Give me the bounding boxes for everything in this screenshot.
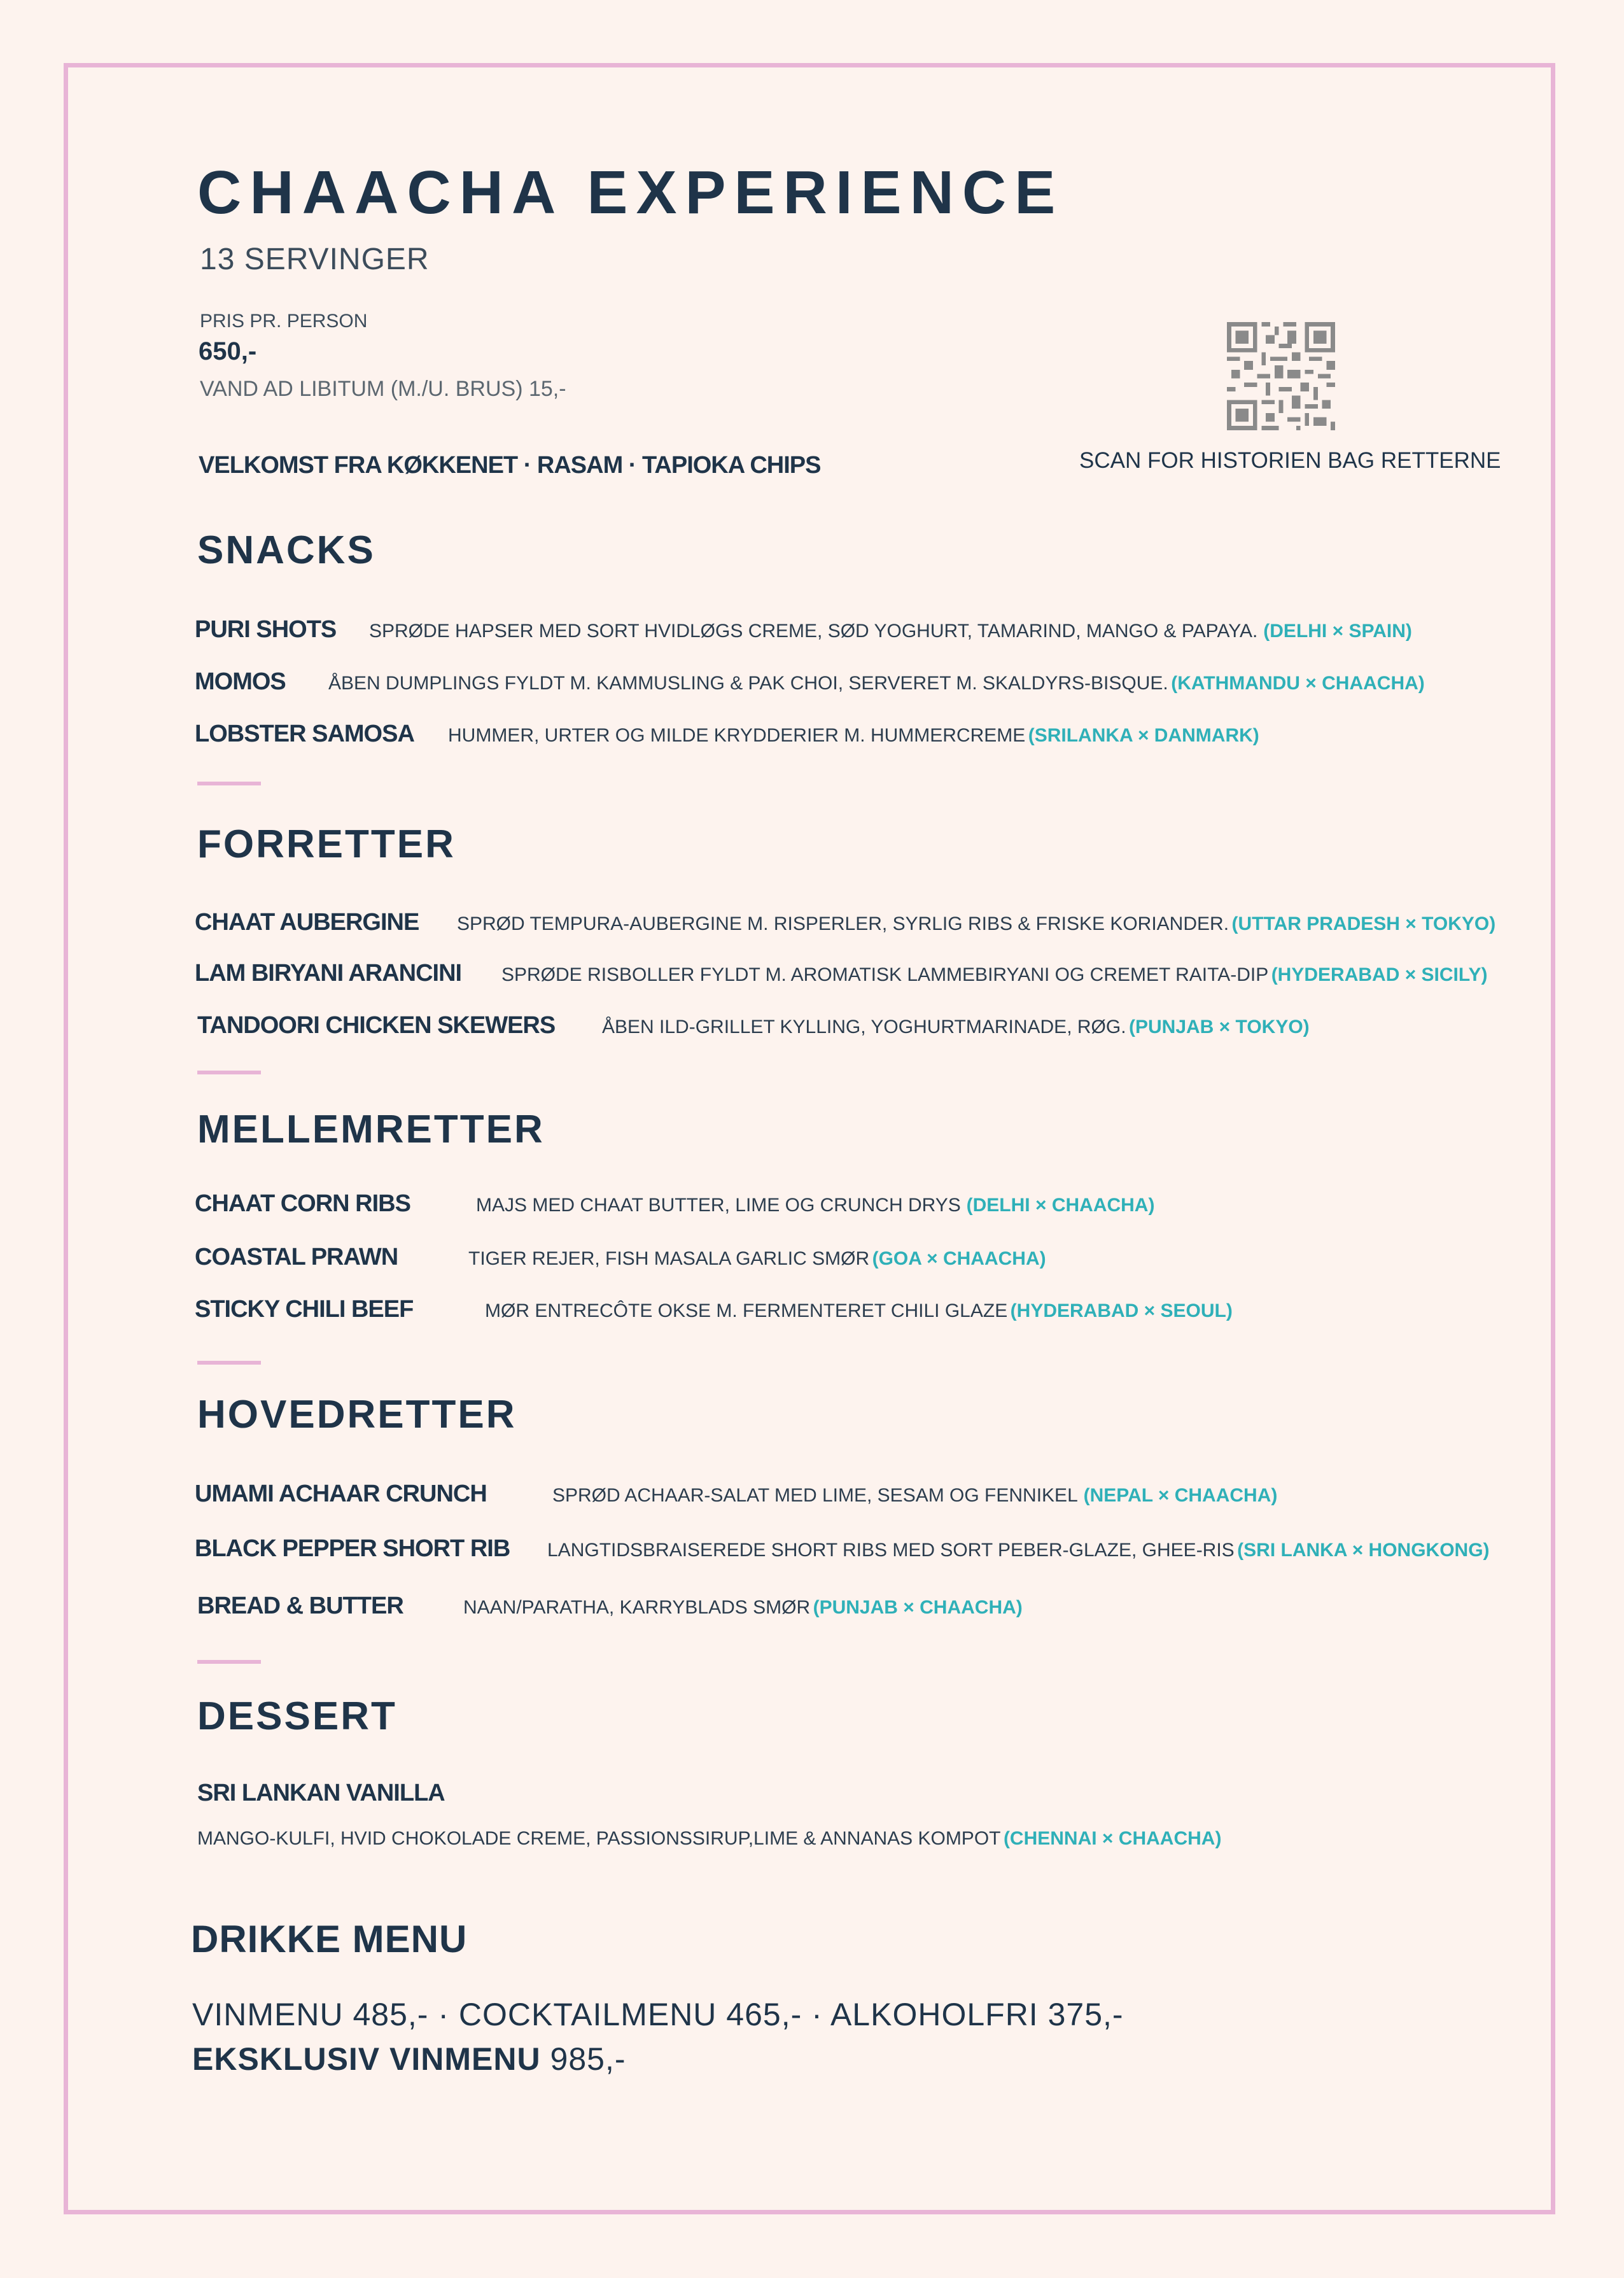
dish-description: ÅBEN ILD-GRILLET KYLLING, YOGHURTMARINADE, RØG. — [602, 1016, 1126, 1037]
dish-origin: (SRI LANKA × HONGKONG) — [1237, 1540, 1490, 1561]
dish-origin: (UTTAR PRADESH × TOKYO) — [1231, 913, 1496, 934]
dish-name: LAM BIRYANI ARANCINI — [195, 960, 462, 987]
section-title-mellemretter: MELLEMRETTER — [197, 1107, 545, 1151]
dish-name: BREAD & BUTTER — [197, 1592, 403, 1619]
dish-chaat-aubergine — [195, 910, 1495, 934]
dish-origin: (DELHI × CHAACHA) — [966, 1195, 1155, 1216]
dish-origin: (DELHI × SPAIN) — [1263, 621, 1412, 642]
dish-description: NAAN/PARATHA, KARRYBLADS SMØR — [463, 1597, 811, 1618]
section-divider — [197, 1361, 261, 1365]
water-note: VAND AD LIBITUM (M./U. BRUS) 15,- — [200, 377, 566, 401]
dessert-name — [197, 1781, 445, 1805]
dish-name: MOMOS — [195, 668, 286, 695]
dish-description: MØR ENTRECÔTE OKSE M. FERMENTERET CHILI GLAZE — [485, 1300, 1008, 1321]
dish-description: LANGTIDSBRAISEREDE SHORT RIBS MED SORT PEBER-GLAZE, GHEE-RIS — [547, 1540, 1235, 1561]
dish-description: SPRØD TEMPURA-AUBERGINE M. RISPERLER, SYRLIG RIBS & FRISKE KORIANDER. — [457, 913, 1229, 934]
dish-origin: (CHENNAI × CHAACHA) — [1003, 1828, 1222, 1849]
dish-origin: (GOA × CHAACHA) — [872, 1248, 1046, 1269]
dish-name: STICKY CHILI BEEF — [195, 1296, 414, 1323]
dessert-details — [197, 1829, 1221, 1848]
dish-name: UMAMI ACHAAR CRUNCH — [195, 1480, 487, 1507]
drinks-prices: VINMENU 485,- · COCKTAILMENU 465,- · ALKOHOLFRI 375,- — [192, 1997, 1124, 2032]
dish-lobster-samosa — [195, 722, 1259, 746]
dish-origin: (KATHMANDU × CHAACHA) — [1171, 673, 1425, 694]
exclusive-wine-label: EKSKLUSIV VINMENU — [192, 2041, 541, 2077]
dish-description: MANGO-KULFI, HVID CHOKOLADE CREME, PASSIONSSIRUP,LIME & ANNANAS KOMPOT — [197, 1828, 1001, 1849]
qr-caption: SCAN FOR HISTORIEN BAG RETTERNE — [1079, 448, 1501, 473]
dish-description: TIGER REJER, FISH MASALA GARLIC SMØR — [468, 1248, 870, 1269]
dish-origin: (HYDERABAD × SICILY) — [1271, 964, 1488, 985]
dish-name: PURI SHOTS — [195, 616, 337, 643]
servings-count: 13 SERVINGER — [200, 243, 430, 276]
exclusive-wine-price: 985,- — [550, 2041, 626, 2077]
exclusive-wine-menu — [192, 2041, 626, 2078]
dish-origin: (PUNJAB × CHAACHA) — [813, 1597, 1023, 1618]
dish-origin: (PUNJAB × TOKYO) — [1129, 1016, 1310, 1037]
dish-name: TANDOORI CHICKEN SKEWERS — [197, 1012, 556, 1039]
drinks-menu-title: DRIKKE MENU — [191, 1918, 468, 1960]
dish-description: MAJS MED CHAAT BUTTER, LIME OG CRUNCH DRYS — [476, 1195, 961, 1216]
section-title-snacks: SNACKS — [197, 528, 375, 572]
section-title-hovedretter: HOVEDRETTER — [197, 1393, 517, 1437]
dish-description: SPRØD ACHAAR-SALAT MED LIME, SESAM OG FENNIKEL — [552, 1485, 1078, 1506]
dish-black-pepper-short-rib — [195, 1536, 1490, 1561]
dish-description: SPRØDE RISBOLLER FYLDT M. AROMATISK LAMMEBIRYANI OG CREMET RAITA-DIP — [501, 964, 1269, 985]
dish-description: HUMMER, URTER OG MILDE KRYDDERIER M. HUMMERCREME — [448, 725, 1026, 746]
menu-title: CHAACHA EXPERIENCE — [197, 158, 1064, 227]
dish-origin: (NEPAL × CHAACHA) — [1083, 1485, 1278, 1506]
dish-coastal-prawn — [195, 1245, 1046, 1269]
section-title-dessert: DESSERT — [197, 1694, 397, 1738]
price-label: PRIS PR. PERSON — [200, 311, 368, 332]
dish-puri-shots — [195, 617, 1412, 642]
section-title-forretter: FORRETTER — [197, 822, 456, 866]
dish-name: SRI LANKAN VANILLA — [197, 1780, 445, 1806]
dish-origin: (SRILANKA × DANMARK) — [1028, 725, 1259, 746]
dish-momos — [195, 670, 1425, 694]
welcome-line: VELKOMST FRA KØKKENET · RASAM · TAPIOKA CHIPS — [199, 452, 821, 479]
dish-name: CHAAT AUBERGINE — [195, 909, 419, 936]
dish-origin: (HYDERABAD × SEOUL) — [1010, 1300, 1233, 1321]
dish-umami-achaar-crunch — [195, 1482, 1277, 1506]
dish-description: ÅBEN DUMPLINGS FYLDT M. KAMMUSLING & PAK CHOI, SERVERET M. SKALDYRS-BISQUE. — [328, 673, 1168, 694]
dish-name: BLACK PEPPER SHORT RIB — [195, 1535, 510, 1562]
qr-code-icon[interactable] — [1227, 322, 1335, 430]
dish-name: CHAAT CORN RIBS — [195, 1190, 410, 1217]
price-value: 650,- — [199, 337, 257, 365]
dish-name: COASTAL PRAWN — [195, 1244, 398, 1270]
dish-tandoori-chicken-skewers — [197, 1013, 1310, 1037]
section-divider — [197, 1071, 261, 1074]
dish-description: SPRØDE HAPSER MED SORT HVIDLØGS CREME, SØD YOGHURT, TAMARIND, MANGO & PAPAYA. — [369, 621, 1258, 642]
dish-chaat-corn-ribs — [195, 1192, 1154, 1216]
dish-sticky-chili-beef — [195, 1297, 1233, 1321]
section-divider — [197, 1660, 261, 1664]
dish-name: LOBSTER SAMOSA — [195, 721, 414, 747]
section-divider — [197, 782, 261, 785]
dish-lam-biryani-arancini — [195, 961, 1487, 985]
dish-bread-butter — [197, 1594, 1023, 1618]
